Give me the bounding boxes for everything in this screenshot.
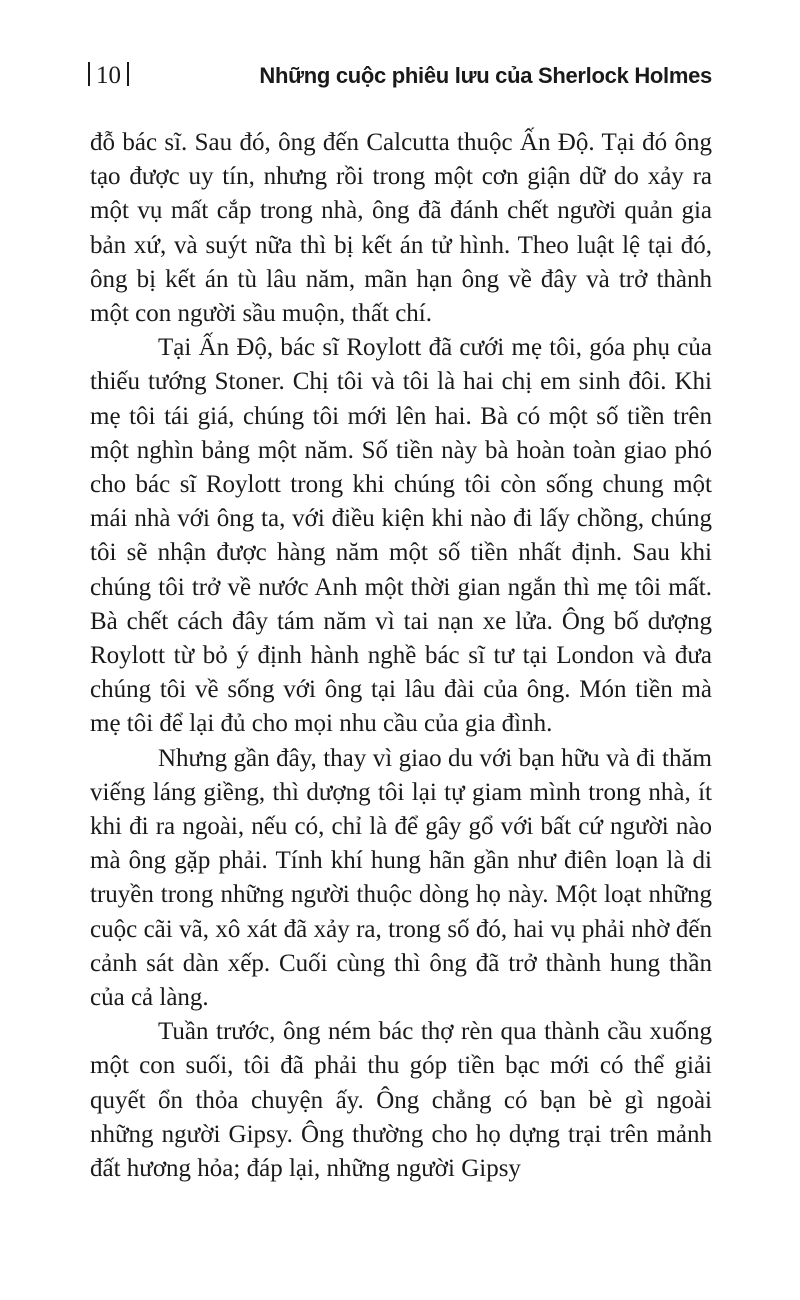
paragraph: Nhưng gần đây, thay vì giao du với bạn hữu và đi thăm viếng láng giềng, thì dượng tôi lại tự giam mình trong nhà, ít khi đi ra ngoài, nếu có, chỉ là để gây gổ với bất cứ người nào mà ông gặp phải. Tính khí hung hãn gần như điên loạn là di truyền trong những người thuộc dòng họ này. Một loạt những cuộc cãi vã, xô xát đã xảy ra, trong số đó, hai vụ phải nhờ đến cảnh sát dàn xếp. Cuối cùng thì ông đã trở thành hung thần của cả làng. <box>90 744 712 1012</box>
paragraph: Tại Ấn Độ, bác sĩ Roylott đã cưới mẹ tôi, góa phụ của thiếu tướng Stoner. Chị tôi và tôi là hai chị em sinh đôi. Khi mẹ tôi tái giá, chúng tôi mới lên hai. Bà có một số tiền trên một nghìn bảng một năm. Số tiền này bà hoàn toàn giao phó cho bác sĩ Roylott trong khi chúng tôi còn sống chung một mái nhà với ông ta, với điều kiện khi nào đi lấy chồng, chúng tôi sẽ nhận được hàng năm một số tiền nhất định. Sau khi chúng tôi trở về nước Anh một thời gian ngắn thì mẹ tôi mất. Bà chết cách đây tám năm vì tai nạn xe lửa. Ông bố dượng Roylott từ bỏ ý định hành nghề bác sĩ tư tại London và đưa chúng tôi về sống với ông tại lâu đài của ông. Món tiền mà mẹ tôi để lại đủ cho mọi nhu cầu của gia đình. <box>90 334 712 738</box>
page-number-right-rule <box>127 62 129 86</box>
body-text <box>90 126 712 1186</box>
page-number-value: 10 <box>96 62 121 89</box>
paragraph: Tuần trước, ông ném bác thợ rèn qua thành cầu xuống một con suối, tôi đã phải thu góp tiền bạc mới có thể giải quyết ổn thỏa chuyện ấy. Ông chẳng có bạn bè gì ngoài những người Gipsy. Ông thường cho họ dựng trại trên mảnh đất hương hỏa; đáp lại, những người Gipsy <box>90 1018 712 1183</box>
paragraph: đỗ bác sĩ. Sau đó, ông đến Calcutta thuộc Ấn Độ. Tại đó ông tạo được uy tín, nhưng rồi trong một cơn giận dữ do xảy ra một vụ mất cắp trong nhà, ông đã đánh chết người quản gia bản xứ, và suýt nữa thì bị kết án tử hình. Theo luật lệ tại đó, ông bị kết án tù lâu năm, mãn hạn ông về đây và trở thành một con người sầu muộn, thất chí. <box>90 129 712 328</box>
running-title: Những cuộc phiêu lưu của Sherlock Holmes <box>259 63 712 88</box>
running-header <box>88 58 712 98</box>
page-number <box>88 58 129 94</box>
